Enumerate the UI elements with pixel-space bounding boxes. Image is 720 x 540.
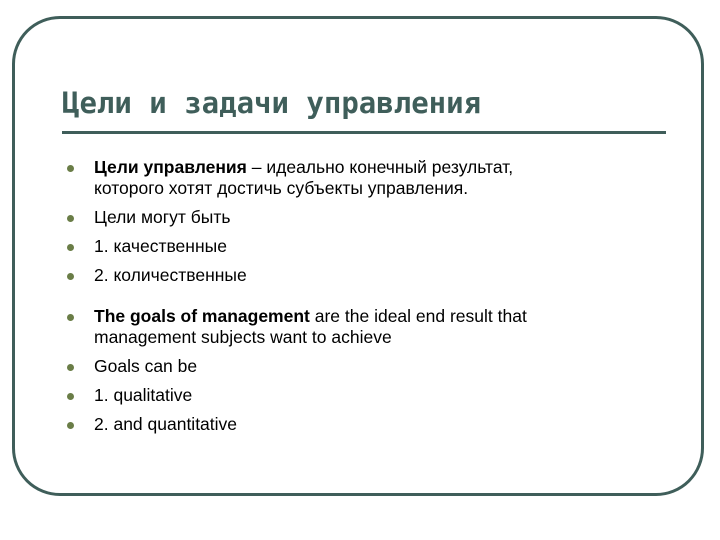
bullet-text: 2. количественные — [94, 265, 247, 285]
list-item — [62, 157, 662, 199]
list-item — [62, 306, 662, 348]
title-underline — [62, 131, 666, 134]
bullet-text: 2. and quantitative — [94, 414, 238, 434]
bullet-icon — [67, 314, 74, 321]
bullet-icon — [67, 422, 74, 429]
bullet-bold-term: Цели управления — [94, 157, 247, 177]
bullet-text-line2: management subjects want to achieve — [94, 327, 392, 347]
bullet-icon — [67, 244, 74, 251]
list-item — [62, 414, 662, 435]
slide-title: Цели и задачи управления — [62, 86, 482, 120]
list-item — [62, 207, 662, 228]
list-item — [62, 356, 662, 377]
bullet-text-line2: которого хотят достичь субъекты управления. — [94, 178, 469, 198]
list-item — [62, 385, 662, 406]
bullet-icon — [67, 364, 74, 371]
list-item — [62, 265, 662, 286]
bullet-text: Цели могут быть — [94, 207, 231, 227]
list-item — [62, 236, 662, 257]
bullet-bold-term: The goals of management — [94, 306, 310, 326]
bullet-icon — [67, 393, 74, 400]
bullet-icon — [67, 165, 74, 172]
bullet-list — [62, 157, 662, 443]
bullet-text — [94, 306, 662, 327]
bullet-text-rest: are the ideal end result that — [309, 306, 527, 326]
bullet-icon — [67, 273, 74, 280]
bullet-icon — [67, 215, 74, 222]
bullet-text: 1. qualitative — [94, 385, 193, 405]
bullet-text: Goals can be — [94, 356, 198, 376]
bullet-text: 1. качественные — [94, 236, 227, 256]
bullet-text — [94, 157, 662, 178]
bullet-text-rest: – идеально конечный результат, — [246, 157, 514, 177]
